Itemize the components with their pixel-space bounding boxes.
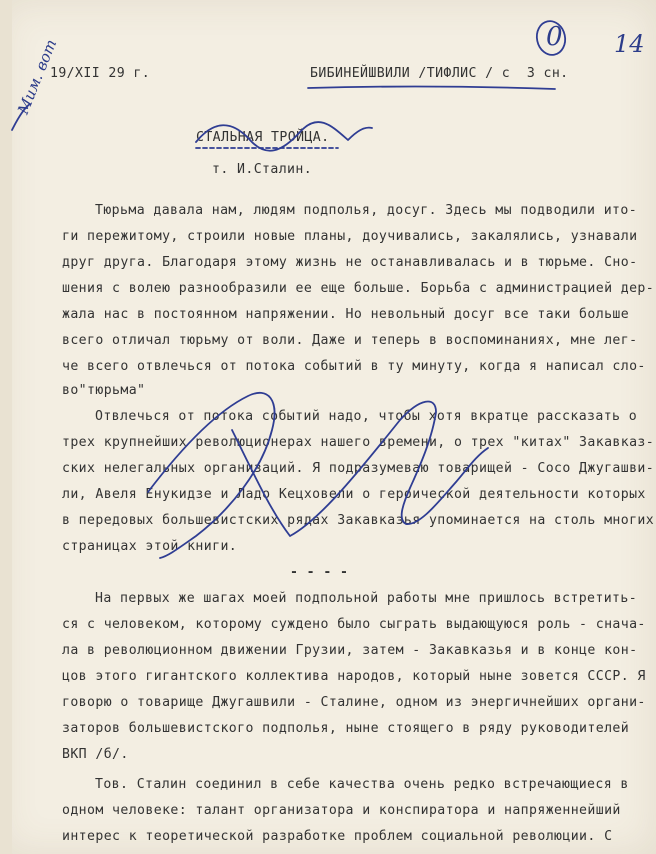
text-line: цов этого гигантского коллектива народов, который ныне зовется СССР. Я bbox=[62, 669, 646, 684]
text-line: ВКП /б/. bbox=[62, 747, 129, 762]
section-separator: - - - - bbox=[290, 565, 349, 580]
text-line: ги пережитому, строили новые планы, доучивались, закалялись, узнавали bbox=[62, 229, 638, 244]
circled-mark: 0 bbox=[546, 22, 563, 52]
text-line: На первых же шагах моей подпольной работы мне пришлось встретить- bbox=[95, 591, 638, 606]
underline-source bbox=[308, 87, 555, 89]
text-line: Тюрьма давала нам, людям подполья, досуг. Здесь мы подводили ито- bbox=[95, 203, 638, 218]
text-line: трех крупнейших революционерах нашего времени, о трех "китах" Закавказ- bbox=[62, 435, 655, 450]
date-line: 19/XII 29 г. bbox=[50, 66, 151, 81]
text-line: ских нелегальных организаций. Я подразумеваю товарищей - Сосо Джугашви- bbox=[62, 461, 655, 476]
text-line: говорю о товарище Джугашвили - Сталине, одном из энергичнейших органи- bbox=[62, 695, 646, 710]
text-line: жала нас в постоянном напряжении. Но невольный досуг все таки больше bbox=[62, 307, 630, 322]
text-line: Тов. Сталин соединил в себе качества очень редко встречающиеся в bbox=[95, 777, 629, 792]
text-line: ла в революционном движении Грузии, затем - Закавказья и в конце кон- bbox=[62, 643, 638, 658]
title-heading: СТАЛЬНАЯ ТРОЙЦА. bbox=[196, 130, 330, 145]
text-line: заторов большевистского подполья, ныне стоящего в ряду руководителей bbox=[62, 721, 630, 736]
binding-edge bbox=[0, 0, 12, 854]
text-line: во"тюрьма" bbox=[62, 383, 146, 398]
text-line: шения с волею разнообразили ее еще больше. Борьба с администрацией дер- bbox=[62, 281, 655, 296]
page-number: 14 bbox=[614, 30, 645, 58]
text-line: ся с человеком, которому суждено было сыграть выдающуюся роль - снача- bbox=[62, 617, 646, 632]
text-line: Отвлечься от потока событий надо, чтобы хотя вкратце рассказать о bbox=[95, 409, 638, 424]
title-author: т. И.Сталин. bbox=[212, 162, 313, 177]
text-line: в передовых большевистских рядах Закавказья упоминается на столь многих bbox=[62, 513, 655, 528]
margin-note: Мим. вот bbox=[14, 36, 61, 117]
text-line: че всего отвлечься от потока событий в ту минуту, когда я написал сло- bbox=[62, 359, 646, 374]
text-line: всего отличал тюрьму от воли. Даже и теперь в воспоминаниях, мне лег- bbox=[62, 333, 638, 348]
text-line: страницах этой книги. bbox=[62, 539, 238, 554]
text-line: одном человеке: талант организатора и конспиратора и напряженнейший bbox=[62, 803, 621, 818]
text-line: интерес к теоретической разработке проблем социальной революции. С bbox=[62, 829, 613, 844]
source-line: БИБИНЕЙШВИЛИ /ТИФЛИС / с 3 сн. bbox=[310, 66, 569, 81]
text-line: друг друга. Благодаря этому жизнь не останавливалась и в тюрьме. Сно- bbox=[62, 255, 638, 270]
text-line: ли, Авеля Енукидзе и Ладо Кецховели о героической деятельности которых bbox=[62, 487, 646, 502]
